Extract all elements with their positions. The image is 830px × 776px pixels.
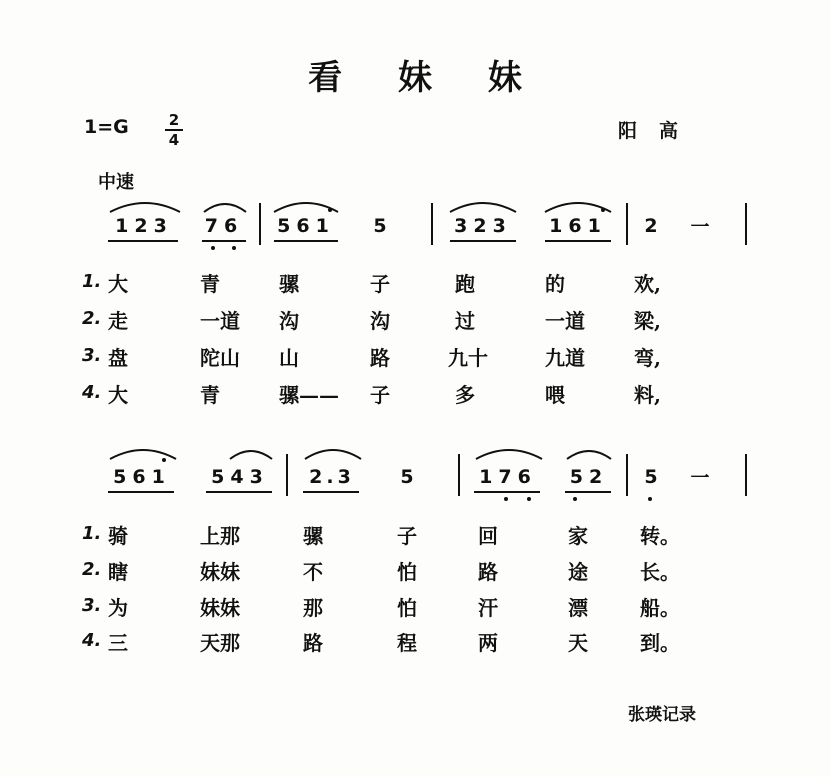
beam-line xyxy=(274,240,338,242)
beam-line xyxy=(206,491,272,493)
lyric: 骡 xyxy=(279,272,299,296)
beam-line xyxy=(474,491,540,493)
lyric: 到。 xyxy=(640,631,680,655)
lyric: 九十 xyxy=(448,346,488,370)
high-octave-dot xyxy=(162,458,166,462)
lyric: 弯, xyxy=(634,346,661,370)
lyric: 天 xyxy=(568,631,588,655)
bar-line xyxy=(259,203,261,245)
lyric: 骑 xyxy=(108,524,128,548)
lyric: 梁, xyxy=(634,309,661,333)
verse-number: 2. xyxy=(82,308,102,329)
lyric: 子 xyxy=(397,524,417,548)
lyric: 子 xyxy=(370,272,390,296)
lyric: 九道 xyxy=(545,346,585,370)
bar-line xyxy=(745,454,747,496)
note-group: 2 xyxy=(644,215,658,237)
time-signature-top: 2 xyxy=(168,111,180,129)
beam-line xyxy=(545,240,611,242)
note-group: 176 xyxy=(479,466,537,488)
slur xyxy=(202,198,248,214)
lyric: 那 xyxy=(303,596,323,620)
lyric: 陀山 xyxy=(200,346,240,370)
high-octave-dot xyxy=(328,208,332,212)
bar-line xyxy=(626,203,628,245)
lyric: 瞎 xyxy=(108,560,128,584)
lyric: 路 xyxy=(370,346,390,370)
verse-number: 2. xyxy=(82,559,102,580)
slur xyxy=(228,445,274,461)
lyric: 两 xyxy=(478,631,498,655)
slur xyxy=(448,198,518,214)
lyric: 怕 xyxy=(397,560,417,584)
note-group: 561 xyxy=(277,215,335,237)
lyric: 多 xyxy=(455,383,475,407)
lyric: 天那 xyxy=(200,631,240,655)
lyric: 转。 xyxy=(640,524,680,548)
lyric: 怕 xyxy=(397,596,417,620)
note-group: 543 xyxy=(211,466,269,488)
lyric: 青 xyxy=(200,383,220,407)
lyric: 程 xyxy=(397,631,417,655)
low-octave-dot xyxy=(648,497,652,501)
lyric: 的 xyxy=(545,272,565,296)
lyric: 一道 xyxy=(545,309,585,333)
beam-line xyxy=(450,240,516,242)
slur xyxy=(108,198,182,214)
verse-number: 1. xyxy=(82,523,102,544)
beam-line xyxy=(303,491,359,493)
extension-dash: 一 xyxy=(690,216,710,238)
slur xyxy=(303,445,363,461)
note-group: 52 xyxy=(569,466,609,488)
slur xyxy=(565,445,613,461)
time-signature xyxy=(165,112,183,148)
note-group: 323 xyxy=(454,215,512,237)
beam-line xyxy=(202,240,246,242)
note-group: 5 xyxy=(400,466,414,488)
beam-line xyxy=(108,491,174,493)
lyric: 船。 xyxy=(640,596,680,620)
lyric: 汗 xyxy=(478,596,498,620)
bar-line xyxy=(745,203,747,245)
transcriber-credit: 张瑛记录 xyxy=(628,705,696,725)
lyric: 骡—— xyxy=(279,383,339,407)
note-group: 5 xyxy=(644,466,658,488)
bar-line xyxy=(626,454,628,496)
bar-line xyxy=(458,454,460,496)
high-octave-dot xyxy=(601,208,605,212)
verse-number: 4. xyxy=(82,382,102,403)
lyric: 路 xyxy=(478,560,498,584)
lyric: 料, xyxy=(634,383,661,407)
slur xyxy=(474,445,544,461)
lyric: 山 xyxy=(279,346,299,370)
lyric: 上那 xyxy=(200,524,240,548)
verse-number: 4. xyxy=(82,630,102,651)
note-group: 5 xyxy=(373,215,387,237)
note-group: 2.3 xyxy=(309,466,355,488)
lyric: 大 xyxy=(108,272,128,296)
lyric: 盘 xyxy=(108,346,128,370)
tempo-marking: 中速 xyxy=(98,172,134,193)
lyric: 喂 xyxy=(545,383,565,407)
region-label: 阳高 xyxy=(618,120,701,142)
low-octave-dot xyxy=(573,497,577,501)
lyric: 欢, xyxy=(634,272,661,296)
lyric: 大 xyxy=(108,383,128,407)
beam-line xyxy=(565,491,611,493)
note-group: 161 xyxy=(549,215,607,237)
beam-line xyxy=(108,240,178,242)
lyric: 跑 xyxy=(455,272,475,296)
lyric: 骡 xyxy=(303,524,323,548)
extension-dash: 一 xyxy=(690,467,710,489)
lyric: 子 xyxy=(370,383,390,407)
bar-line xyxy=(431,203,433,245)
lyric: 过 xyxy=(455,309,475,333)
verse-number: 1. xyxy=(82,271,102,292)
lyric: 漂 xyxy=(568,596,588,620)
note-group: 561 xyxy=(113,466,171,488)
note-group: 123 xyxy=(115,215,173,237)
verse-number: 3. xyxy=(82,345,102,366)
key-signature: 1=G xyxy=(84,116,129,138)
lyric: 走 xyxy=(108,309,128,333)
lyric: 路 xyxy=(303,631,323,655)
lyric: 妹妹 xyxy=(200,596,240,620)
lyric: 沟 xyxy=(279,309,299,333)
lyric: 沟 xyxy=(370,309,390,333)
low-octave-dot xyxy=(232,246,236,250)
lyric: 妹妹 xyxy=(200,560,240,584)
low-octave-dot xyxy=(504,497,508,501)
lyric: 为 xyxy=(108,596,128,620)
lyric: 家 xyxy=(568,524,588,548)
lyric: 长。 xyxy=(640,560,680,584)
lyric: 青 xyxy=(200,272,220,296)
lyric: 一道 xyxy=(200,309,240,333)
lyric: 三 xyxy=(108,631,128,655)
low-octave-dot xyxy=(211,246,215,250)
bar-line xyxy=(286,454,288,496)
verse-number: 3. xyxy=(82,595,102,616)
song-title: 看 妹 妹 xyxy=(308,58,544,98)
time-signature-bottom: 4 xyxy=(168,131,180,149)
low-octave-dot xyxy=(527,497,531,501)
lyric: 回 xyxy=(478,524,498,548)
lyric: 途 xyxy=(568,560,588,584)
slur xyxy=(108,445,178,461)
note-group: 76 xyxy=(204,215,244,237)
lyric: 不 xyxy=(303,560,323,584)
